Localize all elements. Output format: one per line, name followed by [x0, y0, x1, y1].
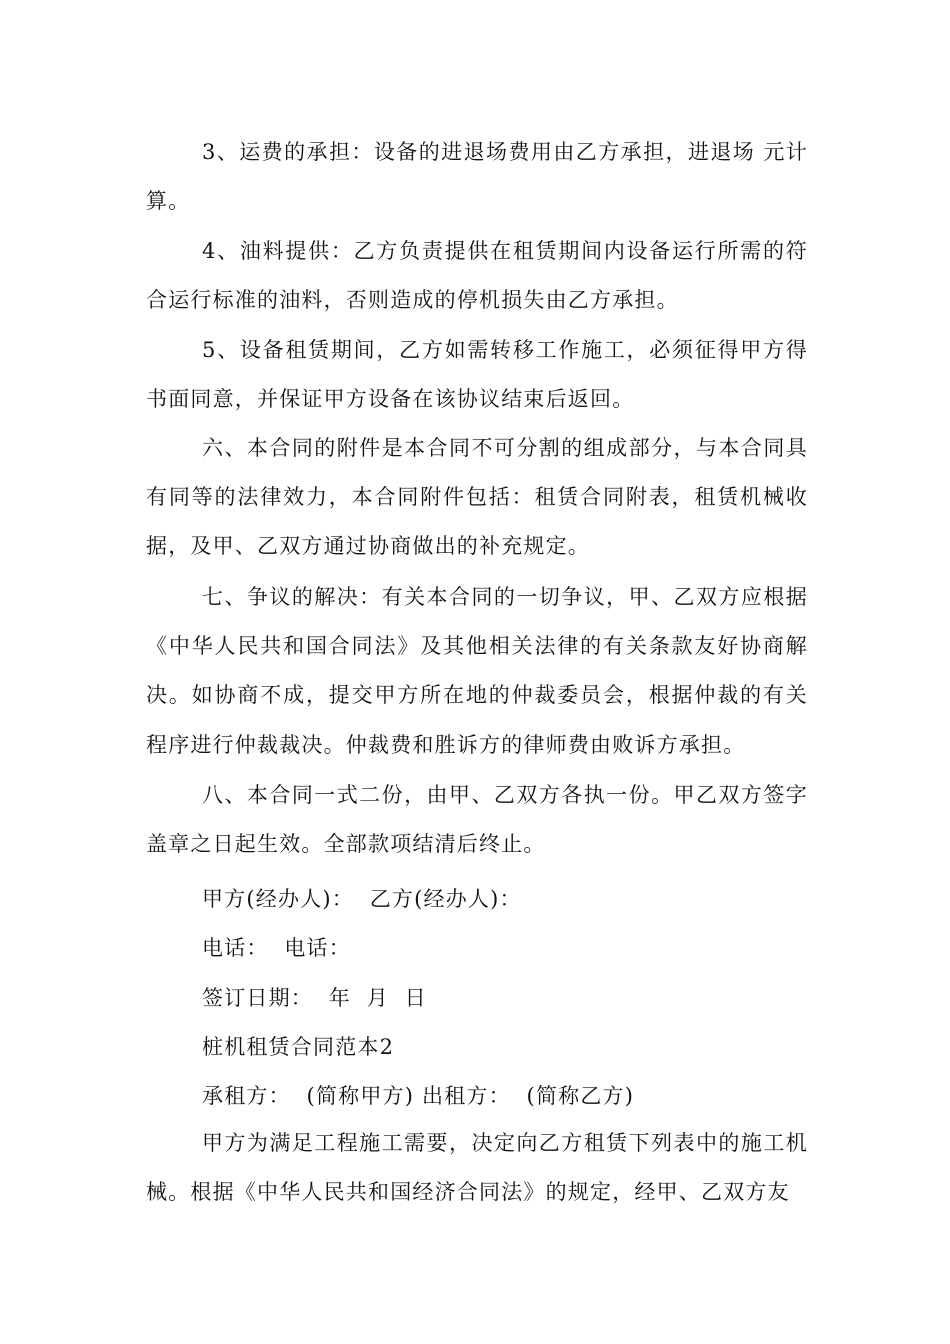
clause-7-disputes: 七、争议的解决：有关本合同的一切争议，甲、乙双方应根据《中华人民共和国合同法》及其他相关法律的有关条款友好协商解决。如协商不成，提交甲方所在地的仲裁委员会，根据仲裁的有关程序进行仲裁裁决。仲裁费和胜诉方的律师费由败诉方承担。	[146, 585, 808, 757]
intro-paragraph: 甲方为满足工程施工需要，决定向乙方租赁下列表中的施工机械。根据《中华人民共和国经济合同法》的规定，经甲、乙双方友	[146, 1131, 808, 1205]
signature-phone-line: 电话： 电话：	[202, 936, 351, 960]
clause-6-attachments: 六、本合同的附件是本合同不可分割的组成部分，与本合同具有同等的法律效力，本合同附件包括：租赁合同附表，租赁机械收据，及甲、乙双方通过协商做出的补充规定。	[146, 436, 808, 559]
clause-5-relocation: 5、设备租赁期间，乙方如需转移工作施工，必须征得甲方得书面同意，并保证甲方设备在该协议结束后返回。	[146, 338, 808, 412]
clause-8-validity: 八、本合同一式二份，由甲、乙双方各执一份。甲乙双方签字盖章之日起生效。全部款项结清后终止。	[146, 783, 808, 857]
section-heading: 桩机租赁合同范本2	[202, 1035, 395, 1059]
signature-party-line: 甲方(经办人)： 乙方(经办人)：	[202, 887, 522, 911]
clause-3-freight: 3、运费的承担：设备的进退场费用由乙方承担，进退场 元计算。	[146, 140, 808, 214]
clause-4-fuel: 4、油料提供：乙方负责提供在租赁期间内设备运行所需的符合运行标准的油料，否则造成的停机损失由乙方承担。	[146, 239, 808, 313]
signature-date-line: 签订日期： 年 月 日	[202, 986, 427, 1010]
parties-line: 承租方： (简称甲方) 出租方： (简称乙方)	[202, 1084, 635, 1108]
